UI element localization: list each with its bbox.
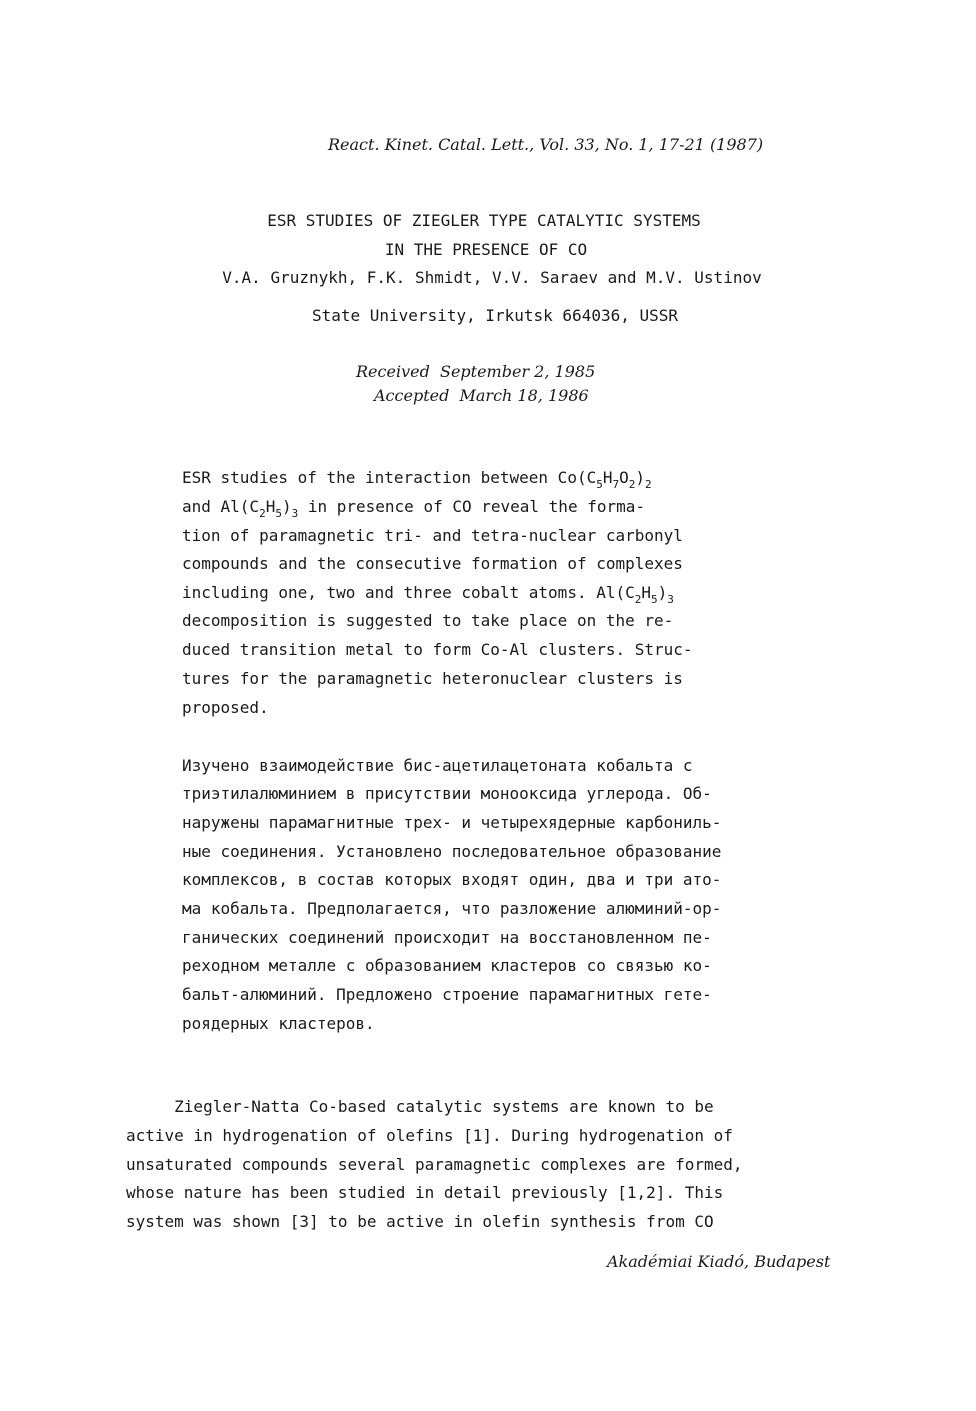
abstract-ru-line: бальт-алюминий. Предложено строение парамагнитных гете- bbox=[182, 985, 712, 1004]
body-line: Ziegler-Natta Co-based catalytic systems are known to be bbox=[126, 1097, 714, 1116]
abstract-line: compounds and the consecutive formation of complexes bbox=[182, 554, 683, 573]
abstract-line: duced transition metal to form Co-Al clusters. Struc- bbox=[182, 640, 693, 659]
abstract-ru-line: Изучено взаимодействие бис-ацетилацетоната кобальта с bbox=[182, 756, 693, 775]
abstract-ru-line: комплексов, в состав которых входят один, два и три ато- bbox=[182, 870, 722, 889]
body-line: unsaturated compounds several paramagnetic complexes are formed, bbox=[126, 1155, 743, 1174]
abstract-ru-line: реходном металле с образованием кластеров со связью ко- bbox=[182, 956, 712, 975]
abstract-line: ESR studies of the interaction between $Co(C_5H_7O_2)_2$ bbox=[182, 468, 652, 491]
abstract-ru-line: роядерных кластеров. bbox=[182, 1014, 375, 1033]
abstract-line: proposed. bbox=[182, 698, 269, 717]
abstract-line: and $Al(C_2H_5)_3$ in presence of CO reveal the forma- bbox=[182, 497, 645, 520]
abstract-ru-line: наружены парамагнитные трех- и четырехядерные карбониль- bbox=[182, 813, 722, 832]
paper-title-line-2: IN THE PRESENCE OF CO bbox=[384, 240, 588, 259]
abstract-line: tures for the paramagnetic heteronuclear clusters is bbox=[182, 669, 683, 688]
accepted-date: Accepted March 18, 1986 bbox=[374, 386, 589, 405]
authors: V.A. Gruznykh, F.K. Shmidt, V.V. Saraev and M.V. Ustinov bbox=[222, 268, 762, 287]
abstract-line: tion of paramagnetic tri- and tetra-nuclear carbonyl bbox=[182, 526, 683, 545]
abstract-ru-line: ма кобальта. Предполагается, что разложение алюминий-ор- bbox=[182, 899, 722, 918]
body-line: whose nature has been studied in detail previously [1,2]. This bbox=[126, 1183, 724, 1202]
abstract-line: including one, two and three cobalt atoms. $Al(C_2H_5)_3$ bbox=[182, 583, 674, 606]
abstract-ru-line: ные соединения. Установлено последовательное образование bbox=[182, 842, 722, 861]
abstract-ru-line: ганических соединений происходит на восстановленном пе- bbox=[182, 928, 712, 947]
affiliation: State University, Irkutsk 664036, USSR bbox=[311, 306, 679, 325]
publisher-footer: Akadémiai Kiadó, Budapest bbox=[607, 1252, 831, 1271]
journal-citation: React. Kinet. Catal. Lett., Vol. 33, No. 1, 17-21 (1987) bbox=[328, 135, 764, 154]
received-date: Received September 2, 1985 bbox=[356, 362, 596, 381]
abstract-ru-line: триэтилалюминием в присутствии монооксида углерода. Об- bbox=[182, 784, 712, 803]
body-line: system was shown [3] to be active in olefin synthesis from CO bbox=[126, 1212, 714, 1231]
body-line: active in hydrogenation of olefins [1]. During hydrogenation of bbox=[126, 1126, 733, 1145]
abstract-line: decomposition is suggested to take place on the re- bbox=[182, 611, 674, 630]
paper-title-line-1: ESR STUDIES OF ZIEGLER TYPE CATALYTIC SYSTEMS bbox=[267, 211, 701, 230]
